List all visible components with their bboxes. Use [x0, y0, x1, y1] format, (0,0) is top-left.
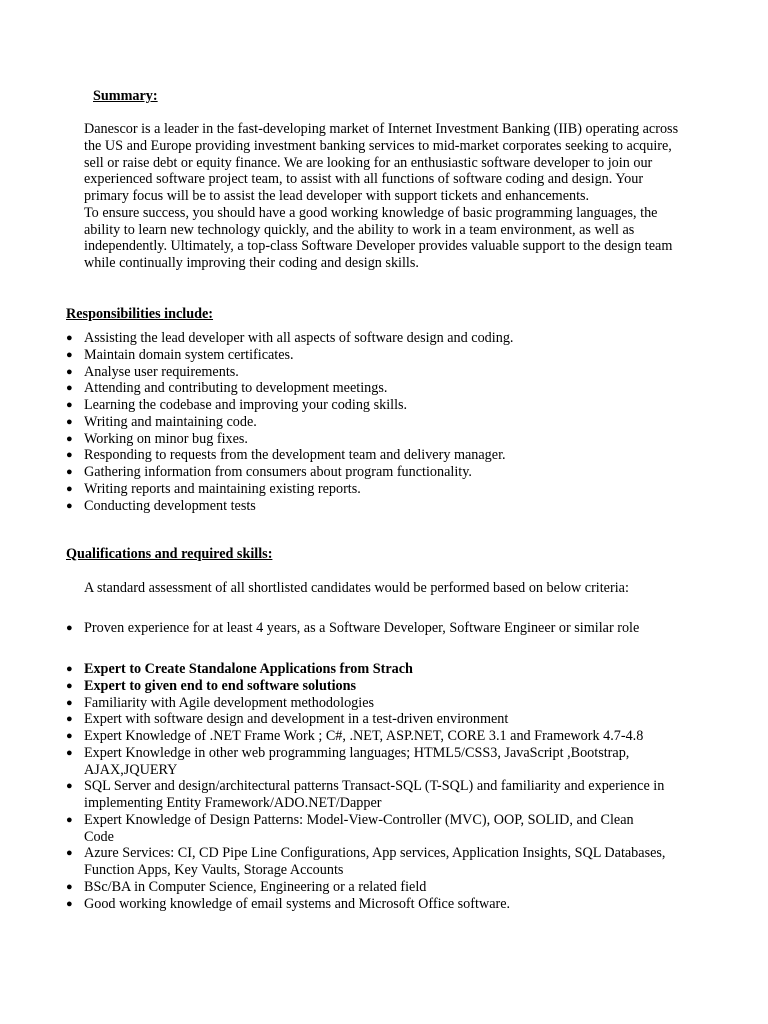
list-item-text: Good working knowledge of email systems and Microsoft Office software.	[84, 895, 511, 912]
summary-heading: Summary:	[93, 88, 158, 104]
list-item	[66, 879, 666, 896]
list-item	[66, 778, 666, 812]
list-item	[66, 845, 666, 879]
list-item	[66, 380, 706, 397]
list-item	[66, 661, 666, 678]
list-item	[66, 620, 686, 637]
list-item-text: Proven experience for at least 4 years, as a Software Developer, Software Engineer or similar role	[84, 620, 640, 636]
bullet-icon: ●	[66, 449, 73, 462]
bullet-icon: ●	[66, 847, 73, 860]
list-item-text: Maintain domain system certificates.	[84, 346, 294, 363]
bullet-icon: ●	[66, 780, 73, 793]
list-item	[66, 330, 706, 347]
list-item-text: Writing and maintaining code.	[84, 413, 257, 430]
bullet-icon: ●	[66, 466, 73, 478]
list-item	[66, 498, 706, 515]
list-item	[66, 728, 666, 745]
bullet-icon: ●	[66, 332, 73, 344]
list-item-text: Learning the codebase and improving your coding skills.	[84, 397, 408, 413]
list-item	[66, 414, 706, 431]
list-item-text: Analyse user requirements.	[84, 363, 239, 380]
list-item-text: SQL Server and design/architectural patterns Transact-SQL (T-SQL) and familiarity and experience in implementing Entity Framework/ADO.NET/Dapper	[84, 778, 665, 811]
list-item-text: Expert Knowledge in other web programming languages; HTML5/CSS3, JavaScript ,Bootstrap, AJAX,JQUERY	[84, 744, 630, 778]
bullet-icon: ●	[66, 813, 73, 826]
list-item-text: Conducting development tests	[84, 497, 256, 514]
list-item-text: Expert to given end to end software solutions	[84, 677, 357, 694]
qualifications-first-list	[66, 620, 686, 637]
summary-paragraph: To ensure success, you should have a good working knowledge of basic programming languages, the ability to learn new technology quickly, and the ability to work in a team environment, as well as independently. Ultimately, a top-class Software Developer provides valuable support to the design team while continually improving their coding and design skills.	[84, 204, 673, 271]
list-item-text: Working on minor bug fixes.	[84, 430, 248, 447]
list-item	[66, 711, 666, 728]
list-item	[66, 812, 666, 846]
list-item-text: Expert to Create Standalone Applications from Strach	[84, 661, 413, 677]
list-item-text: Assisting the lead developer with all aspects of software design and coding.	[84, 330, 514, 346]
list-item-text: Expert Knowledge of .NET Frame Work ; C#, .NET, ASP.NET, CORE 3.1 and Framework 4.7-4.8	[84, 728, 644, 744]
list-item-text: Attending and contributing to development meetings.	[84, 380, 388, 397]
qualifications-list	[66, 661, 666, 912]
bullet-icon: ●	[66, 348, 73, 361]
list-item	[66, 896, 666, 913]
responsibilities-heading: Responsibilities include:	[66, 306, 214, 322]
list-item	[66, 481, 706, 498]
bullet-icon: ●	[66, 663, 73, 675]
bullet-icon: ●	[66, 730, 73, 742]
responsibilities-list	[66, 330, 706, 514]
list-item	[66, 347, 706, 364]
list-item	[66, 397, 706, 414]
summary-paragraph: Danescor is a leader in the fast-developing market of Internet Investment Banking (IIB) operating across the US and Europe providing investment banking services to mid-market corporates seeking to acquire, sell or raise debt or equity finance. We are looking for an enthusiastic software developer to join our experienced software project team, to assist with all functions of software coding and design. Your primary focus will be to assist the lead developer with support tickets and enhancements.	[84, 121, 679, 204]
bullet-icon: ●	[66, 482, 73, 495]
summary-body	[84, 121, 684, 272]
qualifications-intro: A standard assessment of all shortlisted candidates would be performed based on below criteria:	[84, 580, 629, 596]
bullet-icon: ●	[66, 399, 73, 411]
bullet-icon: ●	[66, 622, 73, 634]
bullet-icon: ●	[66, 365, 73, 378]
bullet-icon: ●	[66, 880, 73, 893]
list-item-text: Expert Knowledge of Design Patterns: Model-View-Controller (MVC), OOP, SOLID, and Clean Code	[84, 811, 634, 845]
list-item-text: BSc/BA in Computer Science, Engineering or a related field	[84, 878, 427, 895]
list-item-text: Responding to requests from the development team and delivery manager.	[84, 447, 506, 464]
list-item-text: Familiarity with Agile development methodologies	[84, 694, 375, 711]
list-item-text: Gathering information from consumers about program functionality.	[84, 464, 472, 480]
list-item	[66, 678, 666, 695]
bullet-icon: ●	[66, 679, 73, 692]
qualifications-heading: Qualifications and required skills:	[66, 546, 273, 562]
list-item	[66, 745, 666, 779]
bullet-icon: ●	[66, 713, 73, 726]
list-item-text: Azure Services: CI, CD Pipe Line Configurations, App services, Application Insights, SQL Databases, Function Apps, Key Vaults, Storage Accounts	[84, 845, 666, 878]
bullet-icon: ●	[66, 382, 73, 395]
list-item-text: Writing reports and maintaining existing reports.	[84, 480, 361, 497]
bullet-icon: ●	[66, 499, 73, 512]
list-item	[66, 364, 706, 381]
list-item	[66, 431, 706, 448]
list-item	[66, 695, 666, 712]
bullet-icon: ●	[66, 415, 73, 428]
bullet-icon: ●	[66, 746, 73, 759]
bullet-icon: ●	[66, 696, 73, 709]
bullet-icon: ●	[66, 432, 73, 445]
list-item	[66, 447, 706, 464]
list-item-text: Expert with software design and development in a test-driven environment	[84, 711, 509, 728]
list-item	[66, 464, 706, 481]
bullet-icon: ●	[66, 897, 73, 910]
